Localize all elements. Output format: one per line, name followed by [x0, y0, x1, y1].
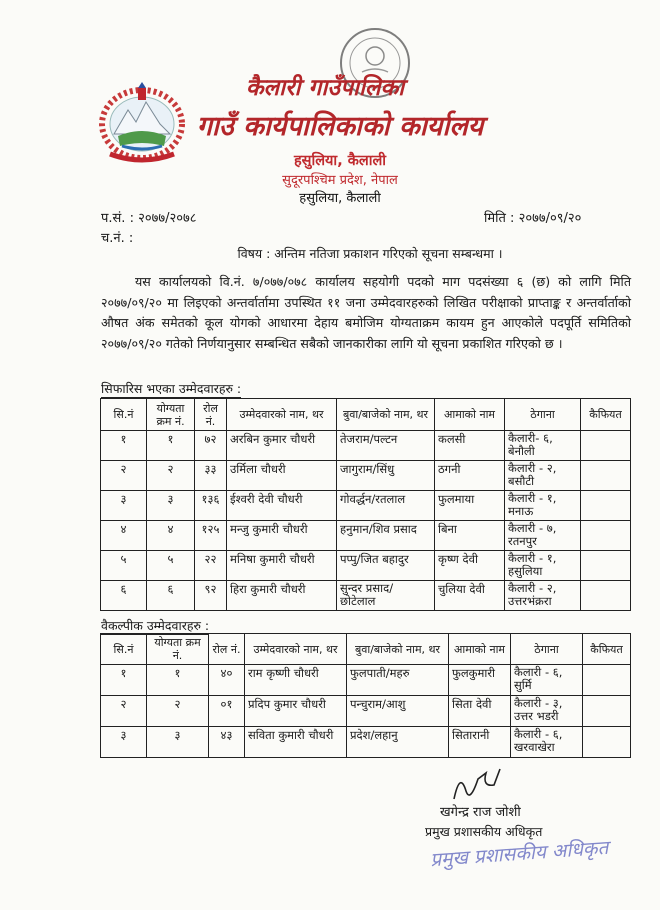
cell-mother: कलसी [435, 431, 505, 461]
col-address: ठेगाना [511, 634, 583, 665]
cell-father: सुन्दर प्रसाद/ छोटेलाल [337, 581, 435, 611]
table-row [101, 551, 631, 581]
reference-number: प.सं. : २०७७/२०७८ [101, 211, 197, 226]
col-roll: रोल नं. [195, 399, 227, 431]
table-row [101, 491, 631, 521]
cell-merit: ३ [147, 727, 209, 758]
cell-mother: चुलिया देवी [435, 581, 505, 611]
col-name: उम्मेदवारको नाम, थर [227, 399, 337, 431]
col-remark: कैफियत [581, 399, 631, 431]
cell-roll: ७२ [195, 431, 227, 461]
cell-name: प्रदिप कुमार चौधरी [245, 696, 347, 727]
table-row [101, 727, 631, 758]
col-father: बुवा/बाजेको नाम, थर [347, 634, 449, 665]
cell-sn: १ [101, 665, 147, 696]
cell-remark [581, 521, 631, 551]
office-name: गाउँ कार्यपालिकाको कार्यालय [196, 111, 484, 142]
cell-merit: ६ [147, 581, 195, 611]
cell-remark [583, 696, 631, 727]
cell-name: अरबिन कुमार चौधरी [227, 431, 337, 461]
cell-address: कैलारी - ६, खरवाखेरा [511, 727, 583, 758]
notice-body: यस कार्यालयको वि.नं. ७/०७७/०७८ कार्यालय सहयोगी पदको माग पदसंख्या ६ (छ) को लागि मिति २०७७/०९/२० मा लिइएको अन्तर्वार्तामा उपस्थित ११ जना उम्मेदवारहरुको लिखित परीक्षाको प्राप्ताङ्क र अन्तर्वार्ताको औषत अंक समेतको कूल योगको आधारमा देहाय बमोजिम योग्यताक्रम कायम हुन आएकोले पदपूर्ति समितिको २०७७/०९/२० गतेको निर्णयानुसार सम्बन्धित सबैको जानकारीका लागि यो सूचना प्रकाशित गरिएको छ । [101, 274, 631, 351]
cell-mother: फुलमाया [435, 491, 505, 521]
cell-address: कैलारी- ६, बेनौली [505, 431, 581, 461]
address-line-2: सुदूरपश्चिम प्रदेश, नेपाल [282, 173, 398, 188]
designation-stamp: प्रमुख प्रशासकीय अधिकृत [429, 836, 609, 872]
cell-address: कैलारी - ३, उत्तर भडरी [511, 696, 583, 727]
cell-address: कैलारी - २, उत्तरभंक्ररा [505, 581, 581, 611]
address-line-1: हसुलिया, कैलाली [293, 153, 387, 169]
cell-name: मन्जु कुमारी चौधरी [227, 521, 337, 551]
cell-mother: बिना [435, 521, 505, 551]
table-header-row [101, 634, 631, 665]
col-mother: आमाको नाम [449, 634, 511, 665]
cell-address: कैलारी - ७, रतनपुर [505, 521, 581, 551]
cell-father: गोवर्द्धन/रतलाल [337, 491, 435, 521]
cell-remark [581, 551, 631, 581]
table-row [101, 431, 631, 461]
cell-remark [581, 581, 631, 611]
cell-name: सविता कुमारी चौधरी [245, 727, 347, 758]
table-row [101, 696, 631, 727]
cell-merit: ५ [147, 551, 195, 581]
subject-line: विषय : अन्तिम नतिजा प्रकाशन गरिएको सूचना सम्बन्धमा । [237, 246, 503, 261]
municipality-name: कैलारी गाउँपालिका [245, 74, 405, 101]
cell-father: पन्चुराम/आशु [347, 696, 449, 727]
col-sn: सि.नं [101, 399, 147, 431]
address-line-3: हसुलिया, कैलाली [299, 191, 381, 206]
cell-merit: १ [147, 431, 195, 461]
cell-remark [583, 727, 631, 758]
cell-sn: ३ [101, 491, 147, 521]
cell-sn: ४ [101, 521, 147, 551]
cell-merit: ३ [147, 491, 195, 521]
col-merit: योग्यता क्रम नं. [147, 634, 209, 665]
cell-address: कैलारी - १, हसुलिया [505, 551, 581, 581]
cell-roll: ४३ [209, 727, 245, 758]
cell-merit: ४ [147, 521, 195, 551]
cell-father: तेजराम/पल्टन [337, 431, 435, 461]
alternate-table [100, 633, 631, 758]
table-header-row [101, 399, 631, 431]
signer-title: प्रमुख प्रशासकीय अधिकृत [425, 824, 543, 839]
signature-icon [442, 765, 512, 805]
cell-roll: १२५ [195, 521, 227, 551]
cell-sn: ५ [101, 551, 147, 581]
cell-address: कैलारी - ६, सुर्मि [511, 665, 583, 696]
notice-date: मिति : २०७७/०९/२० [484, 211, 582, 226]
col-name: उम्मेदवारको नाम, थर [245, 634, 347, 665]
cell-remark [581, 461, 631, 491]
cell-father: फुलपाती/महरु [347, 665, 449, 696]
alternate-section-title: वैकल्पीक उम्मेदवारहरु : [101, 618, 210, 633]
cell-mother: फुलकुमारी [449, 665, 511, 696]
col-father: बुवा/बाजेको नाम, थर [337, 399, 435, 431]
cell-remark [581, 431, 631, 461]
cell-father: हनुमान/शिव प्रसाद [337, 521, 435, 551]
cell-name: राम कृष्णी चौधरी [245, 665, 347, 696]
cell-sn: ६ [101, 581, 147, 611]
signer-name: खगेन्द्र राज जोशी [440, 805, 521, 820]
col-remark: कैफियत [583, 634, 631, 665]
cell-name: मनिषा कुमारी चौधरी [227, 551, 337, 581]
col-mother: आमाको नाम [435, 399, 505, 431]
cell-roll: ०१ [209, 696, 245, 727]
table-row [101, 521, 631, 551]
cell-roll: १३६ [195, 491, 227, 521]
cell-father: पप्पु/जित बहादुर [337, 551, 435, 581]
cell-address: कैलारी - १, मनाऊ [505, 491, 581, 521]
recommended-table [100, 398, 631, 611]
cell-address: कैलारी - २, बसौटी [505, 461, 581, 491]
cell-name: उर्मिला चौधरी [227, 461, 337, 491]
table-row [101, 665, 631, 696]
cell-roll: ९२ [195, 581, 227, 611]
cell-merit: १ [147, 665, 209, 696]
cell-mother: सितारानी [449, 727, 511, 758]
cell-sn: २ [101, 696, 147, 727]
table-row [101, 581, 631, 611]
cell-mother: सिता देवी [449, 696, 511, 727]
cell-remark [583, 665, 631, 696]
col-merit: योग्यता क्रम नं. [147, 399, 195, 431]
cell-remark [581, 491, 631, 521]
cell-sn: ३ [101, 727, 147, 758]
cell-sn: २ [101, 461, 147, 491]
cell-roll: ४० [209, 665, 245, 696]
col-roll: रोल नं. [209, 634, 245, 665]
table-row [101, 461, 631, 491]
cell-merit: २ [147, 461, 195, 491]
cell-merit: २ [147, 696, 209, 727]
cell-mother: कृष्ण देवी [435, 551, 505, 581]
dispatch-number: च.नं. : [101, 231, 134, 246]
cell-roll: ३३ [195, 461, 227, 491]
col-sn: सि.नं [101, 634, 147, 665]
cell-name: हिरा कुमारी चौधरी [227, 581, 337, 611]
cell-mother: ठगनी [435, 461, 505, 491]
cell-name: ईश्वरी देवी चौधरी [227, 491, 337, 521]
cell-father: प्रदेश/लहानु [347, 727, 449, 758]
cell-father: जागुराम/सिंधु [337, 461, 435, 491]
cell-sn: १ [101, 431, 147, 461]
col-address: ठेगाना [505, 399, 581, 431]
cell-roll: २२ [195, 551, 227, 581]
recommended-section-title: सिफारिस भएका उम्मेदवारहरु : [101, 381, 242, 396]
